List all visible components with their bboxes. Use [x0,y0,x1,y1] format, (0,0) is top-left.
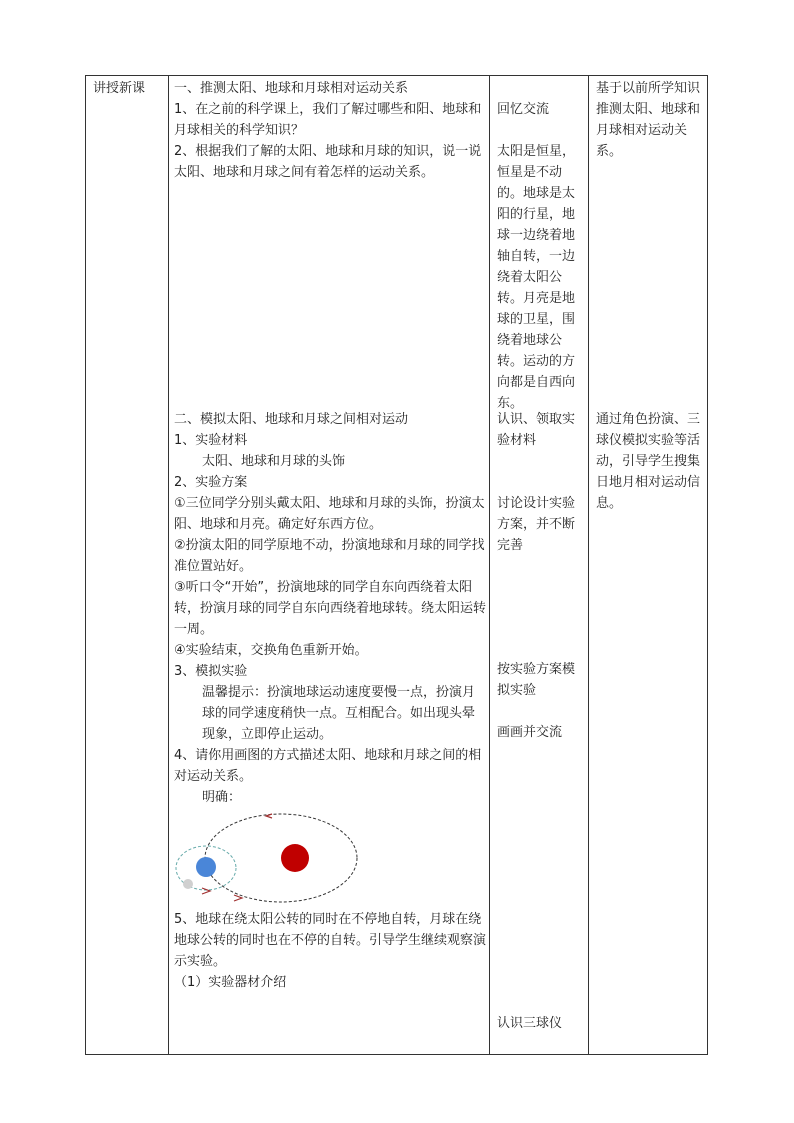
column-divider-2 [489,75,490,1055]
table-border-right [707,75,708,1055]
table-border-top [85,75,708,76]
student-answer-1: 太阳是恒星，恒星是不动的。地球是太阳的行星，地球一边绕着地轴自转，一边绕着太阳公转。月亮是地球的卫星，围绕着地球公转。运动的方向都是自西向东。 [497,144,576,411]
moon-direction-arrow [202,888,210,894]
materials-title: 1、实验材料 [174,433,248,448]
simulation-title: 3、模拟实验 [174,664,248,679]
materials-text: 太阳、地球和月球的头饰 [202,454,346,469]
plan-step-3: ③听口令“开始”，扮演地球的同学自东向西绕着太阳转，扮演月球的同学自东向西绕着地球转。绕太阳运转一周。 [174,580,487,637]
student-activity-2b: 讨论设计实验方案，并不断完善 [497,496,576,553]
design-intent-1: 基于以前所学知识推测太阳、地球和月球相对运动关系。 [596,81,701,159]
earth [196,857,216,877]
clarify-label: 明确： [202,790,242,805]
orbit-direction-arrow-top [266,814,272,818]
safety-tip: 温馨提示：扮演地球运动速度要慢一点，扮演月球的同学速度稍快一点。互相配合。如出现头晕现象，立即停止运动。 [202,685,476,742]
student-activity-2a: 认识、领取实验材料 [497,412,576,448]
sun-earth-moon-diagram [170,808,370,908]
section1-question1: 1、在之前的科学课上，我们了解过哪些和阳、地球和月球相关的科学知识？ [174,102,482,138]
student-activity-2c: 按实验方案模拟实验 [497,662,576,698]
plan-title: 2、实验方案 [174,475,248,490]
section1-heading: 一、推测太阳、地球和月球相对运动关系 [174,81,409,96]
section2-heading: 二、模拟太阳、地球和月球之间相对运动 [174,412,409,427]
section2-block [174,409,486,808]
stage-label: 讲授新课 [93,81,146,96]
equipment-intro: （1）实验器材介绍 [174,975,287,990]
section1-question2: 2、根据我们了解的太阳、地球和月球的知识，说一说太阳、地球和月球之间有着怎样的运动关系。 [174,144,482,180]
orbit-direction-arrow-bottom [234,895,242,901]
student-activity-1: 回忆交流 [497,102,550,117]
moon [183,879,193,889]
plan-step-2: ②扮演太阳的同学原地不动，扮演地球和月球的同学找准位置站好。 [174,538,485,574]
rotation-note: 5、地球在绕太阳公转的同时在不停地自转，月球在绕地球公转的同时也在不停的自转。引导学生继续观察演示实验。 [174,912,487,969]
plan-step-1: ①三位同学分别头戴太阳、地球和月球的头饰，扮演太阳、地球和月亮。确定好东西方位。 [174,496,485,532]
draw-task: 4、请你用画图的方式描述太阳、地球和月球之间的相对运动关系。 [174,748,482,784]
section1-block [174,78,486,183]
design-intent-2: 通过角色扮演、三球仪模拟实验等活动，引导学生搜集日地月相对运动信息。 [596,412,701,511]
student-activity-2d: 画画并交流 [497,725,563,740]
sun [281,844,309,872]
plan-step-4: ④实验结束，交换角色重新开始。 [174,643,368,658]
column-divider-3 [588,75,589,1055]
student-activity-2e: 认识三球仪 [497,1016,563,1031]
section2-block-end [174,909,486,993]
column-divider-1 [168,75,169,1055]
table-border-bottom [85,1054,708,1055]
table-border-left [85,75,86,1055]
